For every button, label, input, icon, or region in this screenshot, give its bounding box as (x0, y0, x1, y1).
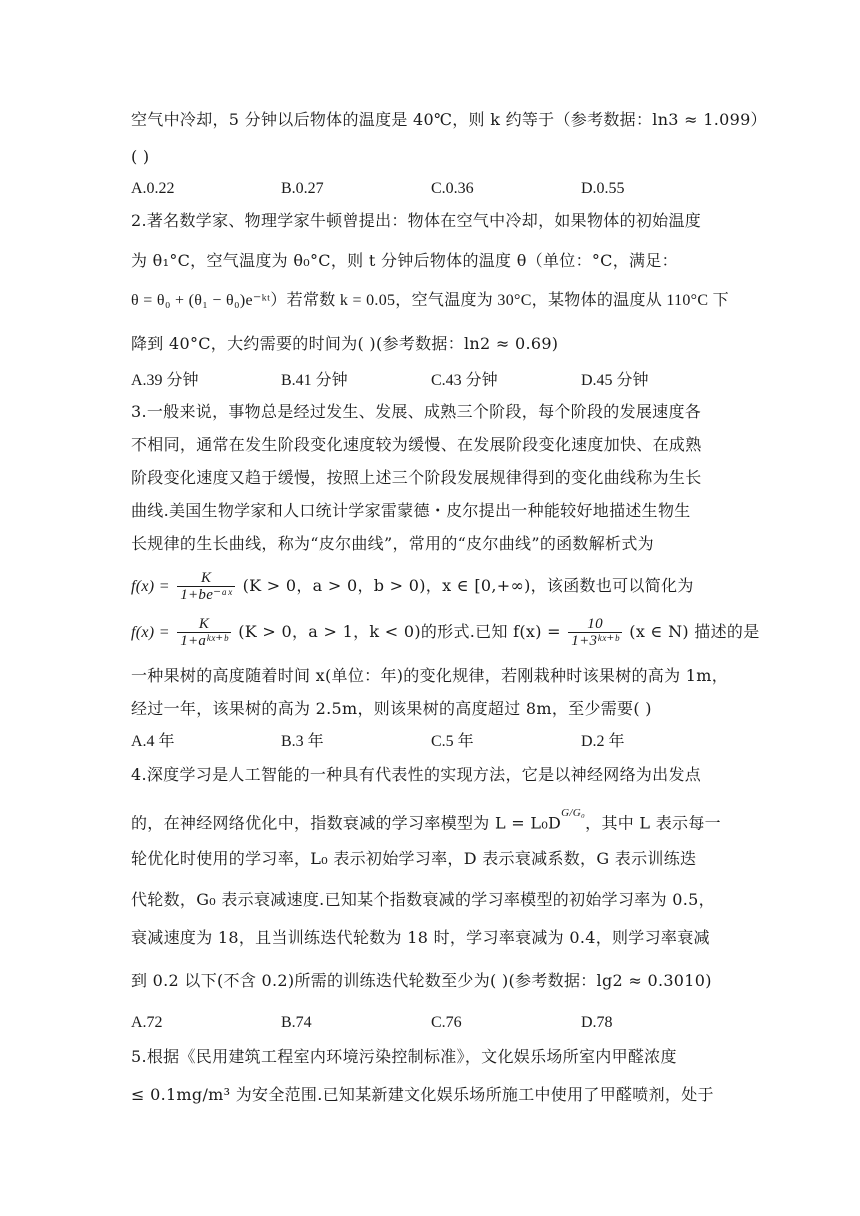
q1-option-c: C.0.36 (431, 180, 474, 197)
q3-fraction-1-num: K (177, 570, 235, 587)
q4-line-2-tail: ，其中 L 表示每一 (585, 813, 721, 833)
q3-option-a: A.4 年 (131, 733, 175, 750)
q3-line-6 (131, 566, 731, 606)
q1-answer-paren: ( ) (131, 147, 150, 166)
q3-fraction-1-den: 1+be⁻ᵃˣ (180, 587, 233, 603)
q3-line-3: 阶段变化速度又趋于缓慢，按照上述三个阶段发展规律得到的变化曲线称为生长 (131, 468, 702, 487)
q3-fraction-3-den: 1+3ᵏˣ⁺ᵇ (571, 633, 619, 649)
q3-formula-f2: f(x) = (131, 624, 170, 641)
q3-option-c: C.5 年 (431, 733, 474, 750)
q3-formula-f: f(x) = (131, 578, 170, 595)
q4-line-6: 到 0.2 以下(不含 0.2)所需的训练迭代轮数至少为( )(参考数据：lg2 ≈ 0.3010) (131, 971, 712, 990)
q1-option-b: B.0.27 (281, 180, 324, 197)
q4-option-b: B.74 (281, 1014, 312, 1031)
q5-line-2: ≤ 0.1mg/m³ 为安全范围.已知某新建文化娱乐场所施工中使用了甲醛喷剂，处于 (131, 1085, 714, 1104)
q4-exponent: G/G₀ (561, 807, 586, 819)
q1-option-d: D.0.55 (581, 180, 625, 197)
q3-fraction-3 (568, 616, 622, 649)
q2-line-1: 2.著名数学家、物理学家牛顿曾提出：物体在空气中冷却，如果物体的初始温度 (131, 211, 702, 230)
q4-option-d: D.78 (581, 1014, 613, 1031)
q3-option-b: B.3 年 (281, 733, 324, 750)
q3-line-9: 经过一年，该果树的高为 2.5m，则该果树的高度超过 8m，至少需要( ) (131, 699, 652, 718)
q3-fraction-2 (177, 616, 231, 649)
q4-line-2 (131, 808, 731, 834)
q3-fraction-2-num: K (177, 616, 231, 633)
q4-line-2-head: 的，在神经网络优化中，指数衰减的学习率模型为 L = L₀D (131, 813, 562, 833)
q3-line-7-mid: (K > 0，a > 1，k < 0)的形式.已知 f(x) = (238, 622, 561, 641)
q3-fraction-3-num: 10 (568, 616, 622, 633)
q3-fraction-2-den: 1+aᵏˣ⁺ᵇ (180, 633, 228, 649)
q3-line-2: 不相同，通常在发生阶段变化速度较为缓慢、在发展阶段变化速度加快、在成熟 (131, 435, 702, 454)
q1-option-a: A.0.22 (131, 180, 175, 197)
q2-line-4: 降到 40°C，大约需要的时间为( )(参考数据：ln2 ≈ 0.69) (131, 334, 559, 353)
q2-line-3: θ = θ₀ + (θ₁ − θ₀)e⁻ᵏᵗ）若常数 k = 0.05，空气温度为 30°C，某物体的温度从 110°C 下 (131, 292, 729, 309)
q3-line-7-tail: (x ∈ N) 描述的是 (629, 622, 760, 641)
q4-option-a: A.72 (131, 1014, 163, 1031)
q3-line-6-tail: (K > 0，a > 0，b > 0)，x ∈ [0,+∞)，该函数也可以简化为 (242, 576, 694, 595)
q3-line-8: 一种果树的高度随着时间 x(单位：年)的变化规律，若刚栽种时该果树的高为 1m， (131, 666, 729, 685)
q3-line-5: 长规律的生长曲线，称为“皮尔曲线”，常用的“皮尔曲线”的函数解析式为 (131, 534, 654, 553)
q5-line-1: 5.根据《民用建筑工程室内环境污染控制标准》，文化娱乐场所室内甲醛浓度 (131, 1047, 677, 1066)
q4-line-3: 轮优化时使用的学习率，L₀ 表示初始学习率，D 表示衰减系数，G 表示训练迭 (131, 849, 697, 868)
q3-line-1: 3.一般来说，事物总是经过发生、发展、成熟三个阶段，每个阶段的发展速度各 (131, 402, 702, 421)
q1-line-1: 空气中冷却，5 分钟以后物体的温度是 40℃，则 k 约等于（参考数据：ln3 ≈ 1.099） (131, 110, 767, 129)
q2-option-d: D.45 分钟 (581, 372, 649, 389)
q4-line-5: 衰减速度为 18，且当训练迭代轮数为 18 时，学习率衰减为 0.4，则学习率衰减 (131, 928, 710, 947)
q3-fraction-1 (177, 570, 235, 603)
q2-line-2: 为 θ₁°C，空气温度为 θ₀°C，则 t 分钟后物体的温度 θ（单位：°C，满足： (131, 251, 678, 270)
q2-option-b: B.41 分钟 (281, 372, 348, 389)
q3-option-d: D.2 年 (581, 733, 625, 750)
q3-line-7 (131, 612, 760, 652)
q4-line-4: 代轮数，G₀ 表示衰减速度.已知某个指数衰减的学习率模型的初始学习率为 0.5， (131, 890, 715, 909)
q3-line-4: 曲线.美国生物学家和人口统计学家雷蒙德・皮尔提出一种能较好地描述生物生 (131, 501, 691, 520)
q2-option-a: A.39 分钟 (131, 372, 199, 389)
q4-option-c: C.76 (431, 1014, 462, 1031)
q4-line-1: 4.深度学习是人工智能的一种具有代表性的实现方法，它是以神经网络为出发点 (131, 765, 702, 784)
q2-option-c: C.43 分钟 (431, 372, 498, 389)
